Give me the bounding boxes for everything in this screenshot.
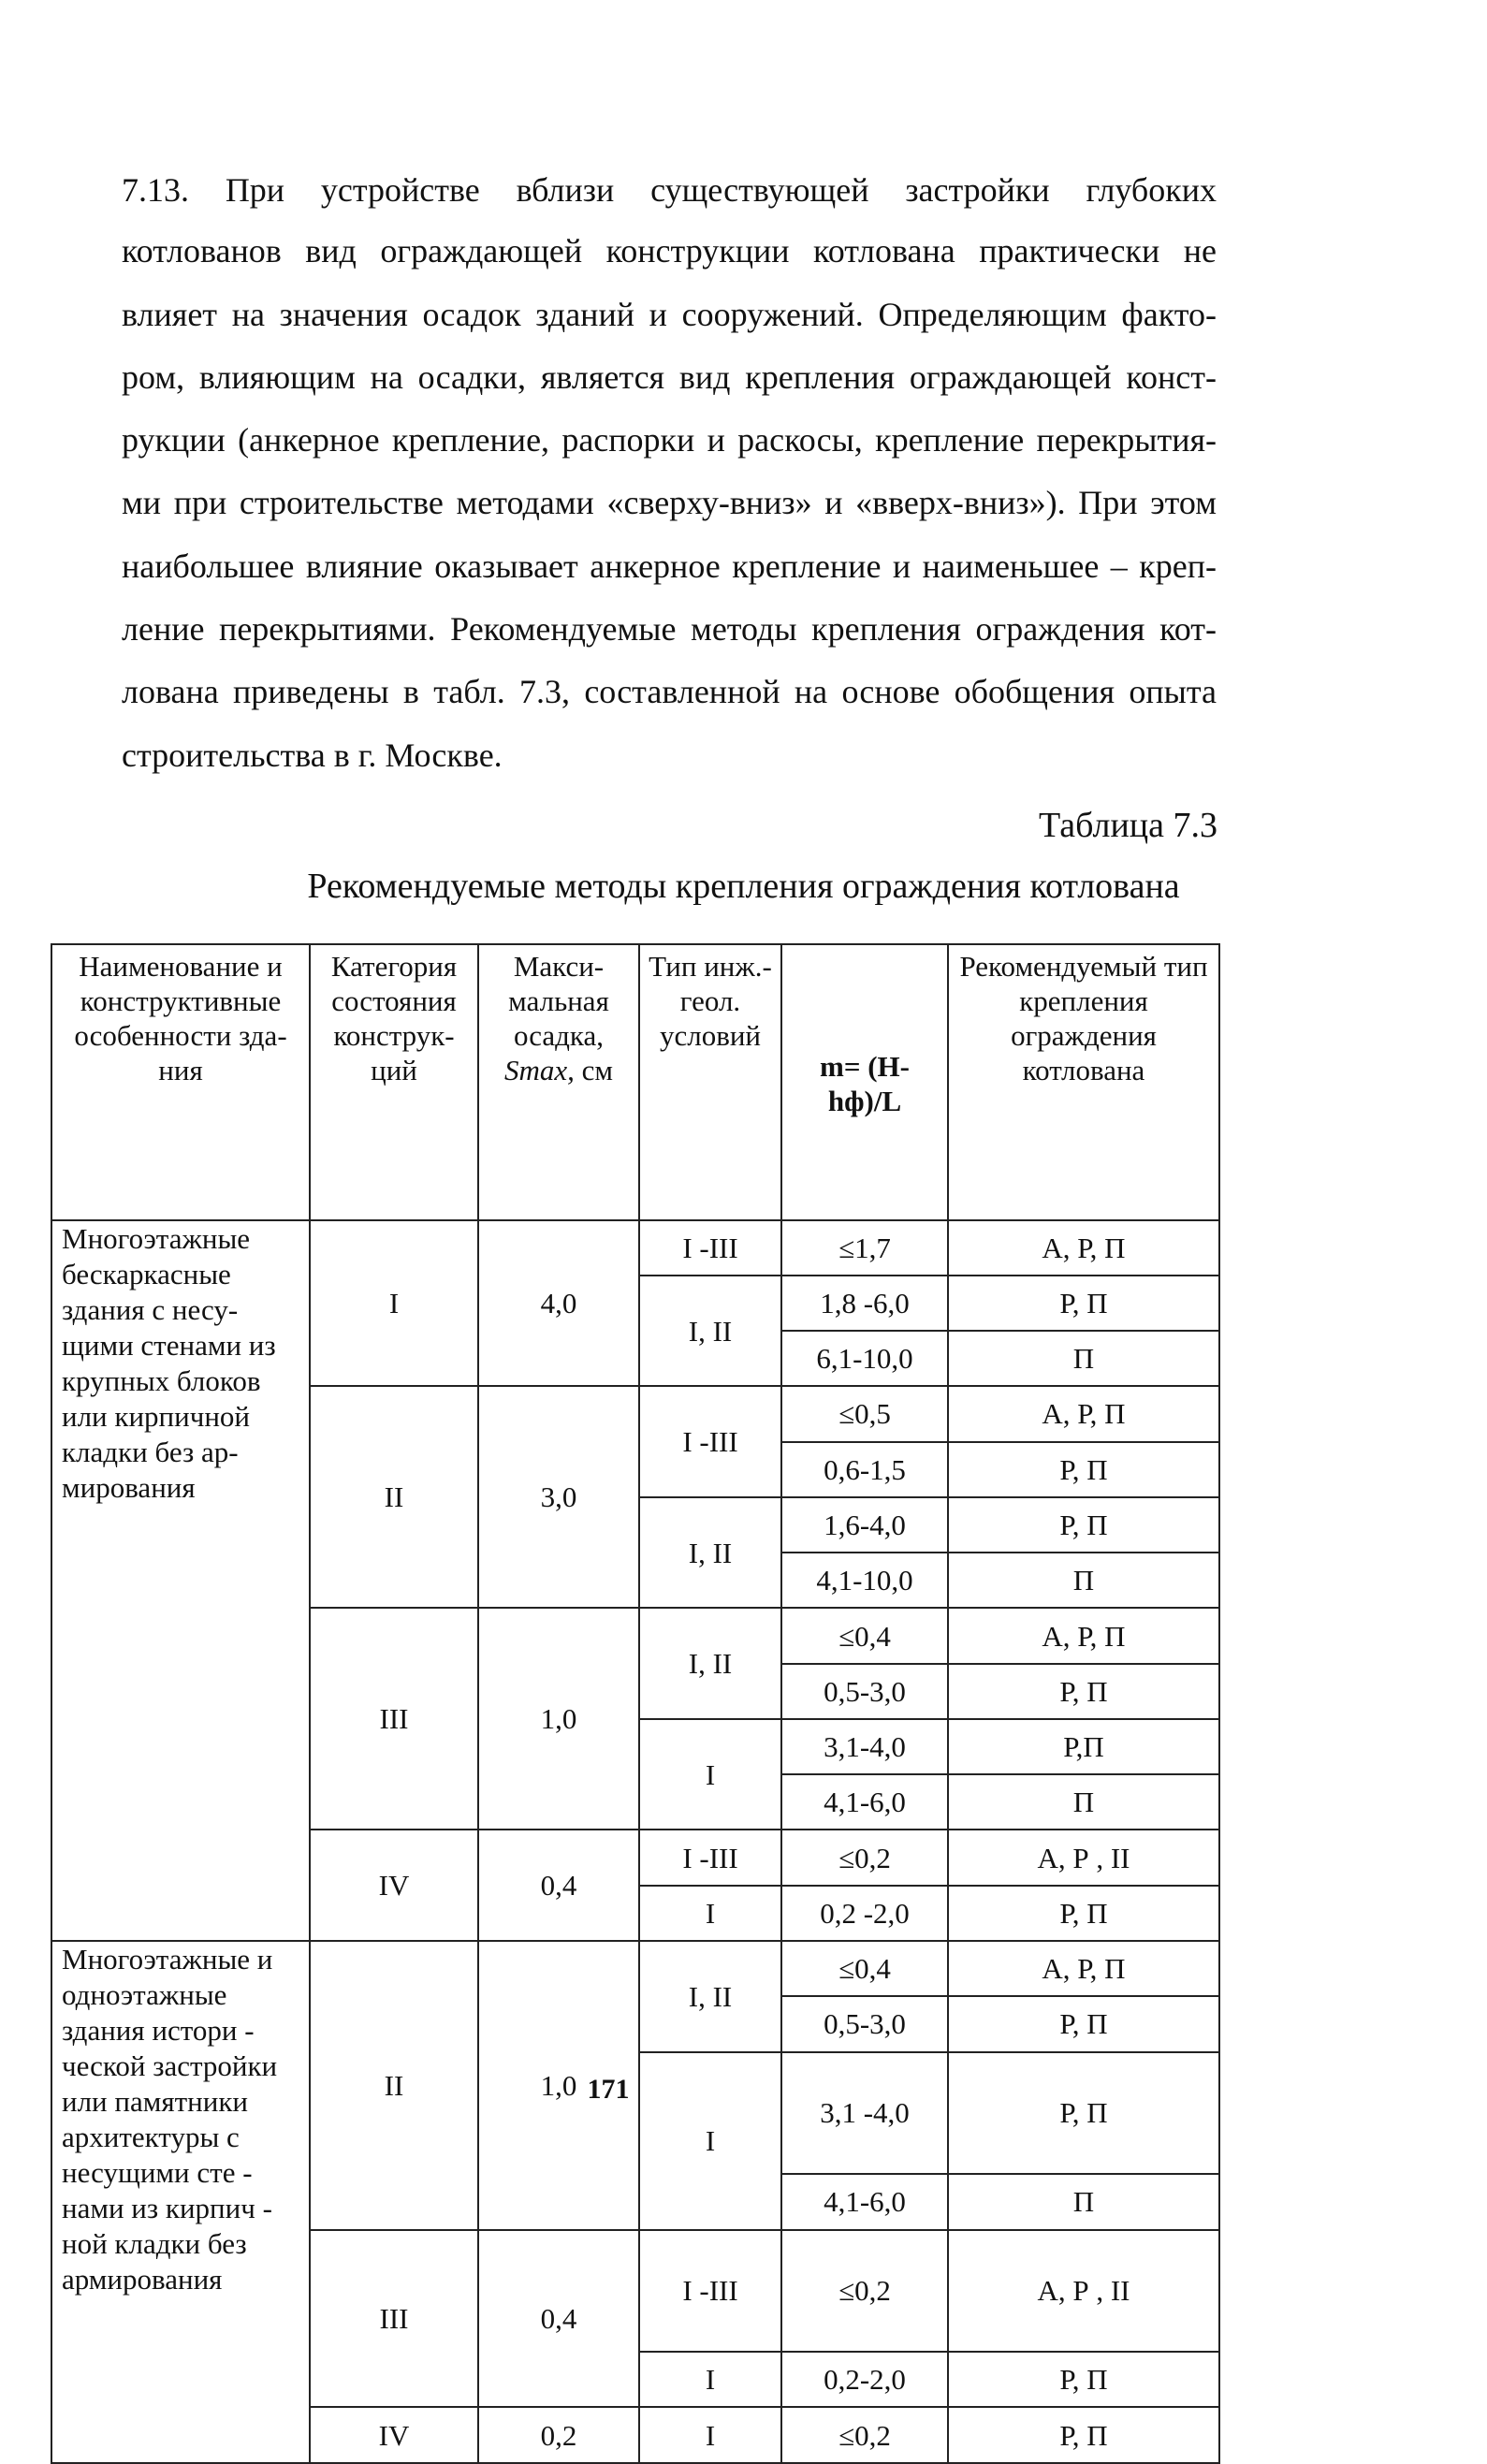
m-ratio-cell: 1,8 -6,0	[781, 1276, 948, 1331]
soil-type-cell: I	[639, 1719, 781, 1830]
support-type-cell: Р, П	[948, 1497, 1219, 1553]
settlement-cell: 0,4	[478, 2230, 639, 2408]
table-body	[51, 1220, 1219, 2463]
m-ratio-cell: 4,1-10,0	[781, 1553, 948, 1608]
support-type-cell: П	[948, 1553, 1219, 1608]
recommendation-table	[51, 943, 1220, 2464]
support-type-cell: Р, П	[948, 1886, 1219, 1941]
m-ratio-cell: ≤0,5	[781, 1386, 948, 1441]
m-ratio-cell: 0,2-2,0	[781, 2352, 948, 2407]
category-cell: IV	[310, 2407, 478, 2463]
header-name: Наименование и конструктивные особенности зда-ния	[51, 944, 310, 1220]
support-type-cell: А, Р, П	[948, 1941, 1219, 1996]
soil-type-cell: I -III	[639, 1830, 781, 1885]
header-support-type: Рекомендуемый тип крепления ограждения котлована	[948, 944, 1219, 1220]
m-ratio-cell: 0,5-3,0	[781, 1664, 948, 1719]
header-category: Категория состояния конструк-ций	[310, 944, 478, 1220]
m-ratio-cell: ≤0,2	[781, 1830, 948, 1885]
support-type-cell: А, Р, П	[948, 1608, 1219, 1663]
soil-type-cell: I -III	[639, 1386, 781, 1497]
table-number: Таблица 7.3	[1038, 806, 1217, 845]
table-header-row	[51, 944, 1219, 1220]
support-type-cell: А, Р, П	[948, 1220, 1219, 1276]
support-type-cell: Р, П	[948, 1996, 1219, 2051]
category-cell: IV	[310, 1830, 478, 1941]
m-ratio-cell: 1,6-4,0	[781, 1497, 948, 1553]
support-type-cell: А, Р , II	[948, 2230, 1219, 2353]
support-type-cell: А, Р, П	[948, 1386, 1219, 1441]
support-type-cell: П	[948, 1774, 1219, 1830]
settlement-cell: 0,2	[478, 2407, 639, 2463]
support-type-cell: Р, П	[948, 1276, 1219, 1331]
table-row	[51, 1941, 1219, 1996]
settlement-cell: 3,0	[478, 1386, 639, 1608]
paragraph-line: строительства в г. Москве.	[122, 736, 503, 774]
paragraph-line: котлованов вид ограждающей конструкции котлована практически не	[122, 232, 1217, 270]
category-cell: II	[310, 1386, 478, 1608]
m-ratio-cell: ≤0,4	[781, 1608, 948, 1663]
header-m-ratio: m= (H-hф)/L	[781, 944, 948, 1220]
soil-type-cell: I	[639, 1886, 781, 1941]
table-row	[51, 1220, 1219, 1276]
settlement-cell: 1,0	[478, 1608, 639, 1830]
m-ratio-cell: 3,1 -4,0	[781, 2052, 948, 2175]
building-description: Многоэтажные и одноэтажные здания истори - ческой застройки или памятники архитектуры с несущими сте - нами из кирпич - ной кладки без армирования	[51, 1941, 310, 2463]
header-soil-type: Тип инж.-геол. условий	[639, 944, 781, 1220]
settlement-cell: 4,0	[478, 1220, 639, 1387]
paragraph-line: ми при строительстве методами «сверху-вниз» и «вверх-вниз»). При этом	[122, 484, 1217, 521]
support-type-cell: Р,П	[948, 1719, 1219, 1774]
m-ratio-cell: ≤0,2	[781, 2407, 948, 2463]
m-ratio-cell: 0,2 -2,0	[781, 1886, 948, 1941]
paragraph-line: рукции (анкерное крепление, распорки и раскосы, крепление перекрытия-	[122, 421, 1217, 459]
m-ratio-cell: 0,5-3,0	[781, 1996, 948, 2051]
soil-type-cell: I, II	[639, 1941, 781, 2052]
support-type-cell: Р, П	[948, 1664, 1219, 1719]
soil-type-cell: I, II	[639, 1608, 781, 1719]
m-ratio-cell: 4,1-6,0	[781, 2174, 948, 2229]
table-title: Рекомендуемые методы крепления ограждения котлована	[307, 867, 1180, 906]
m-ratio-cell: 6,1-10,0	[781, 1331, 948, 1386]
category-cell: I	[310, 1220, 478, 1387]
header-max-settlement-text: Макси-мальная осадка,	[508, 950, 609, 1052]
support-type-cell: П	[948, 2174, 1219, 2229]
category-cell: III	[310, 2230, 478, 2408]
header-smax-symbol: Smax,	[503, 1054, 575, 1086]
support-type-cell: П	[948, 1331, 1219, 1386]
soil-type-cell: I	[639, 2407, 781, 2463]
paragraph-line: влияет на значения осадок зданий и сооружений. Определяющим факто-	[122, 296, 1217, 333]
m-ratio-cell: ≤0,2	[781, 2230, 948, 2353]
header-max-settlement	[478, 944, 639, 1220]
support-type-cell: А, Р , II	[948, 1830, 1219, 1885]
m-ratio-cell: ≤0,4	[781, 1941, 948, 1996]
m-ratio-cell: 4,1-6,0	[781, 1774, 948, 1830]
m-ratio-cell: 3,1-4,0	[781, 1719, 948, 1774]
support-type-cell: Р, П	[948, 2407, 1219, 2463]
paragraph-line: ром, влияющим на осадки, является вид крепления ограждающей конст-	[122, 358, 1217, 396]
soil-type-cell: I, II	[639, 1276, 781, 1387]
support-type-cell: Р, П	[948, 2052, 1219, 2175]
category-cell: II	[310, 1941, 478, 2230]
header-max-settlement-unit: см	[581, 1054, 614, 1086]
soil-type-cell: I -III	[639, 1220, 781, 1276]
paragraph-line: лована приведены в табл. 7.3, составленной на основе обобщения опыта	[122, 673, 1217, 710]
support-type-cell: Р, П	[948, 1442, 1219, 1497]
paragraph-line: ление перекрытиями. Рекомендуемые методы крепления ограждения кот-	[122, 610, 1217, 648]
paragraph-line: наибольшее влияние оказывает анкерное крепление и наименьшее – креп-	[122, 547, 1217, 585]
soil-type-cell: I	[639, 2352, 781, 2407]
support-type-cell: Р, П	[948, 2352, 1219, 2407]
m-ratio-cell: 0,6-1,5	[781, 1442, 948, 1497]
m-ratio-cell: ≤1,7	[781, 1220, 948, 1276]
category-cell: III	[310, 1608, 478, 1830]
settlement-cell: 1,0	[478, 1941, 639, 2230]
soil-type-cell: I	[639, 2052, 781, 2230]
page-number: 171	[587, 2074, 630, 2105]
building-description: Многоэтажные бескаркасные здания с несу-щими стенами из крупных блоков или кирпичной кладки без ар-мирования	[51, 1220, 310, 1941]
soil-type-cell: I, II	[639, 1497, 781, 1609]
soil-type-cell: I -III	[639, 2230, 781, 2353]
paragraph-line: 7.13. При устройстве вблизи существующей застройки глубоких	[122, 171, 1217, 209]
settlement-cell: 0,4	[478, 1830, 639, 1941]
